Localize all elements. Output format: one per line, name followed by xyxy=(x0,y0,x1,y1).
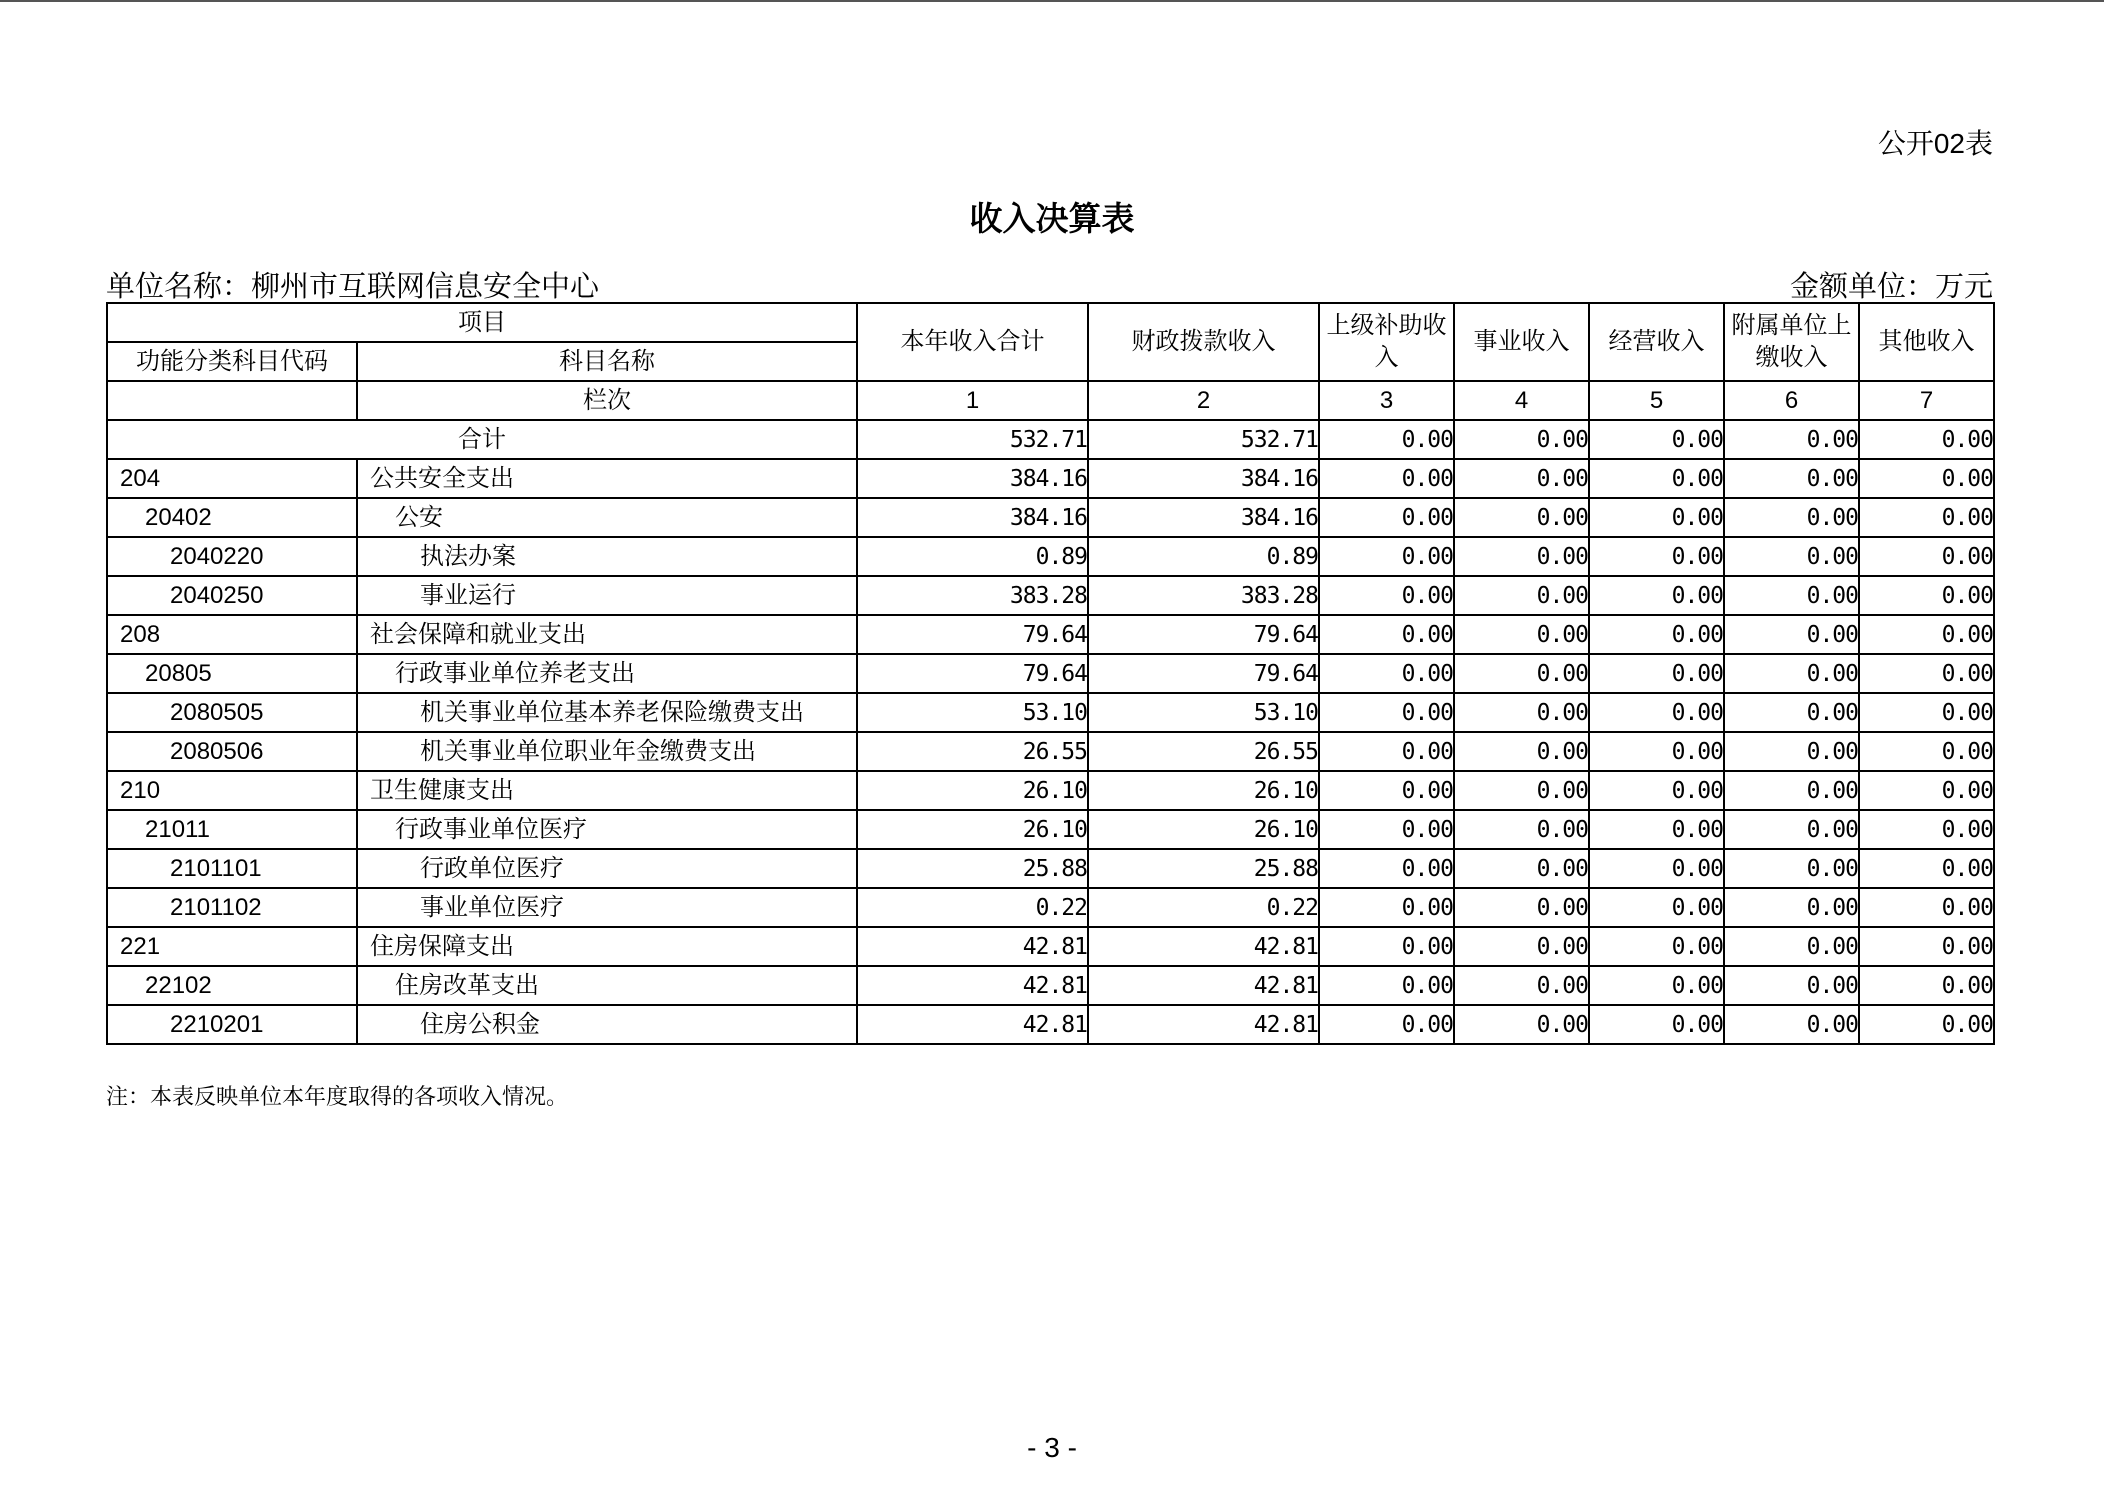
row-code: 208 xyxy=(107,615,357,654)
row-value: 42.81 xyxy=(857,966,1088,1005)
row-value: 0.00 xyxy=(1859,576,1994,615)
row-value: 0.00 xyxy=(1859,888,1994,927)
row-value: 0.00 xyxy=(1589,576,1724,615)
row-value: 384.16 xyxy=(857,459,1088,498)
row-value: 0.00 xyxy=(1724,576,1859,615)
row-value: 0.89 xyxy=(857,537,1088,576)
row-value: 42.81 xyxy=(857,927,1088,966)
row-value: 383.28 xyxy=(1088,576,1319,615)
row-value: 384.16 xyxy=(857,498,1088,537)
row-value: 53.10 xyxy=(857,693,1088,732)
column-number: 4 xyxy=(1454,381,1589,420)
row-value: 0.00 xyxy=(1319,1005,1454,1044)
row-value: 0.00 xyxy=(1454,537,1589,576)
column-number: 5 xyxy=(1589,381,1724,420)
table-row xyxy=(107,498,1994,537)
row-value: 25.88 xyxy=(857,849,1088,888)
row-value: 0.00 xyxy=(1589,537,1724,576)
row-value: 0.00 xyxy=(1859,771,1994,810)
row-value: 0.00 xyxy=(1319,888,1454,927)
table-row xyxy=(107,576,1994,615)
row-value: 0.22 xyxy=(857,888,1088,927)
header-item: 项目 xyxy=(107,303,857,342)
row-value: 0.00 xyxy=(1589,732,1724,771)
row-value: 0.00 xyxy=(1724,1005,1859,1044)
row-value: 0.00 xyxy=(1589,615,1724,654)
row-value: 0.00 xyxy=(1859,693,1994,732)
row-value: 0.00 xyxy=(1589,654,1724,693)
footnote: 注：本表反映单位本年度取得的各项收入情况。 xyxy=(106,1084,569,1109)
table-row xyxy=(107,849,1994,888)
row-value: 0.00 xyxy=(1319,615,1454,654)
money-unit: 金额单位：万元 xyxy=(1789,271,1993,303)
column-number: 3 xyxy=(1319,381,1454,420)
row-value: 0.00 xyxy=(1724,459,1859,498)
row-value: 0.00 xyxy=(1724,732,1859,771)
row-value: 0.00 xyxy=(1859,615,1994,654)
row-code: 2040220 xyxy=(107,537,357,576)
row-name: 住房公积金 xyxy=(357,1005,857,1044)
row-name: 社会保障和就业支出 xyxy=(357,615,857,654)
table-row xyxy=(107,537,1994,576)
column-number: 2 xyxy=(1088,381,1319,420)
table-row xyxy=(107,810,1994,849)
table-row xyxy=(107,927,1994,966)
row-value: 0.00 xyxy=(1589,693,1724,732)
row-value: 0.00 xyxy=(1724,810,1859,849)
row-name: 公安 xyxy=(357,498,857,537)
row-value: 0.00 xyxy=(1454,849,1589,888)
page-top-border xyxy=(0,0,2104,2)
table-row xyxy=(107,771,1994,810)
row-value: 0.00 xyxy=(1859,810,1994,849)
column-order-row xyxy=(107,381,1994,420)
row-value: 0.00 xyxy=(1724,927,1859,966)
row-code: 20402 xyxy=(107,498,357,537)
row-name: 执法办案 xyxy=(357,537,857,576)
header-affiliated: 附属单位上缴收入 xyxy=(1724,303,1859,381)
total-value: 0.00 xyxy=(1319,420,1454,459)
row-name: 公共安全支出 xyxy=(357,459,857,498)
row-value: 0.00 xyxy=(1724,888,1859,927)
row-value: 384.16 xyxy=(1088,459,1319,498)
row-value: 0.00 xyxy=(1589,459,1724,498)
row-value: 0.00 xyxy=(1724,849,1859,888)
row-value: 0.00 xyxy=(1859,498,1994,537)
total-value: 0.00 xyxy=(1724,420,1859,459)
row-value: 0.00 xyxy=(1724,498,1859,537)
unit-name: 单位名称：柳州市互联网信息安全中心 xyxy=(106,271,600,303)
row-name: 卫生健康支出 xyxy=(357,771,857,810)
row-value: 383.28 xyxy=(857,576,1088,615)
row-value: 384.16 xyxy=(1088,498,1319,537)
row-value: 0.00 xyxy=(1724,615,1859,654)
table-row xyxy=(107,1005,1994,1044)
row-value: 0.00 xyxy=(1454,498,1589,537)
row-value: 26.10 xyxy=(1088,771,1319,810)
row-value: 0.00 xyxy=(1859,1005,1994,1044)
row-name: 住房改革支出 xyxy=(357,966,857,1005)
column-number: 7 xyxy=(1859,381,1994,420)
header-code: 功能分类科目代码 xyxy=(107,342,357,381)
row-value: 0.00 xyxy=(1319,771,1454,810)
row-value: 0.00 xyxy=(1319,576,1454,615)
row-value: 0.00 xyxy=(1724,537,1859,576)
row-value: 0.00 xyxy=(1319,927,1454,966)
row-value: 0.00 xyxy=(1454,615,1589,654)
row-value: 0.00 xyxy=(1724,693,1859,732)
column-number: 1 xyxy=(857,381,1088,420)
row-value: 0.00 xyxy=(1454,966,1589,1005)
row-code: 21011 xyxy=(107,810,357,849)
row-value: 0.00 xyxy=(1454,1005,1589,1044)
row-value: 42.81 xyxy=(1088,1005,1319,1044)
header-total-income: 本年收入合计 xyxy=(857,303,1088,381)
table-row xyxy=(107,615,1994,654)
row-code: 2080506 xyxy=(107,732,357,771)
total-row xyxy=(107,420,1994,459)
row-value: 25.88 xyxy=(1088,849,1319,888)
row-value: 53.10 xyxy=(1088,693,1319,732)
row-value: 0.00 xyxy=(1859,654,1994,693)
row-value: 26.10 xyxy=(1088,810,1319,849)
header-superior-subsidy: 上级补助收入 xyxy=(1319,303,1454,381)
row-value: 0.00 xyxy=(1454,576,1589,615)
total-value: 0.00 xyxy=(1454,420,1589,459)
row-value: 0.00 xyxy=(1589,966,1724,1005)
row-name: 事业单位医疗 xyxy=(357,888,857,927)
row-value: 0.00 xyxy=(1454,654,1589,693)
row-code: 2040250 xyxy=(107,576,357,615)
row-value: 0.00 xyxy=(1724,654,1859,693)
row-code: 221 xyxy=(107,927,357,966)
column-number: 6 xyxy=(1724,381,1859,420)
column-order-label: 栏次 xyxy=(357,381,857,420)
row-value: 0.89 xyxy=(1088,537,1319,576)
header-operating: 经营收入 xyxy=(1589,303,1724,381)
row-value: 26.10 xyxy=(857,810,1088,849)
column-order-blank xyxy=(107,381,357,420)
row-code: 210 xyxy=(107,771,357,810)
row-value: 0.00 xyxy=(1589,1005,1724,1044)
row-value: 0.00 xyxy=(1589,927,1724,966)
row-code: 2210201 xyxy=(107,1005,357,1044)
row-value: 0.00 xyxy=(1724,771,1859,810)
row-value: 79.64 xyxy=(1088,654,1319,693)
row-value: 0.00 xyxy=(1589,810,1724,849)
row-value: 0.00 xyxy=(1319,537,1454,576)
row-name: 行政事业单位养老支出 xyxy=(357,654,857,693)
row-value: 0.00 xyxy=(1319,654,1454,693)
row-value: 0.00 xyxy=(1319,966,1454,1005)
row-code: 2101102 xyxy=(107,888,357,927)
row-value: 42.81 xyxy=(1088,966,1319,1005)
row-value: 0.00 xyxy=(1724,966,1859,1005)
row-value: 0.00 xyxy=(1589,771,1724,810)
income-table xyxy=(106,302,1995,1045)
header-other: 其他收入 xyxy=(1859,303,1994,381)
total-value: 0.00 xyxy=(1589,420,1724,459)
row-value: 0.00 xyxy=(1319,849,1454,888)
row-code: 22102 xyxy=(107,966,357,1005)
row-value: 26.55 xyxy=(857,732,1088,771)
row-value: 0.00 xyxy=(1319,459,1454,498)
row-value: 0.00 xyxy=(1859,732,1994,771)
row-code: 20805 xyxy=(107,654,357,693)
row-value: 0.00 xyxy=(1319,693,1454,732)
row-value: 0.00 xyxy=(1859,927,1994,966)
row-value: 26.55 xyxy=(1088,732,1319,771)
row-name: 行政单位医疗 xyxy=(357,849,857,888)
row-value: 0.00 xyxy=(1454,888,1589,927)
table-row xyxy=(107,654,1994,693)
row-code: 2101101 xyxy=(107,849,357,888)
row-value: 0.00 xyxy=(1589,849,1724,888)
row-value: 0.00 xyxy=(1454,693,1589,732)
row-value: 0.22 xyxy=(1088,888,1319,927)
page-number: - 3 - xyxy=(1027,1432,1077,1463)
row-name: 机关事业单位基本养老保险缴费支出 xyxy=(357,693,857,732)
row-value: 0.00 xyxy=(1859,849,1994,888)
row-value: 0.00 xyxy=(1454,771,1589,810)
row-value: 79.64 xyxy=(857,615,1088,654)
row-value: 79.64 xyxy=(857,654,1088,693)
row-name: 住房保障支出 xyxy=(357,927,857,966)
row-value: 79.64 xyxy=(1088,615,1319,654)
header-row-1 xyxy=(107,303,1994,342)
row-value: 0.00 xyxy=(1454,732,1589,771)
row-code: 204 xyxy=(107,459,357,498)
row-value: 0.00 xyxy=(1319,810,1454,849)
row-value: 42.81 xyxy=(857,1005,1088,1044)
table-row xyxy=(107,966,1994,1005)
table-row xyxy=(107,888,1994,927)
header-name: 科目名称 xyxy=(357,342,857,381)
table-row xyxy=(107,693,1994,732)
row-value: 0.00 xyxy=(1589,888,1724,927)
page-title: 收入决算表 xyxy=(969,200,1135,237)
row-code: 2080505 xyxy=(107,693,357,732)
header-business: 事业收入 xyxy=(1454,303,1589,381)
row-value: 0.00 xyxy=(1859,537,1994,576)
row-name: 机关事业单位职业年金缴费支出 xyxy=(357,732,857,771)
form-number: 公开02表 xyxy=(1877,128,1993,159)
row-value: 0.00 xyxy=(1319,498,1454,537)
total-value: 532.71 xyxy=(1088,420,1319,459)
row-value: 0.00 xyxy=(1319,732,1454,771)
row-name: 事业运行 xyxy=(357,576,857,615)
row-name: 行政事业单位医疗 xyxy=(357,810,857,849)
row-value: 0.00 xyxy=(1859,966,1994,1005)
table-row xyxy=(107,732,1994,771)
row-value: 0.00 xyxy=(1454,810,1589,849)
row-value: 26.10 xyxy=(857,771,1088,810)
row-value: 42.81 xyxy=(1088,927,1319,966)
table-row xyxy=(107,459,1994,498)
row-value: 0.00 xyxy=(1589,498,1724,537)
row-value: 0.00 xyxy=(1454,459,1589,498)
total-value: 532.71 xyxy=(857,420,1088,459)
header-fiscal: 财政拨款收入 xyxy=(1088,303,1319,381)
total-value: 0.00 xyxy=(1859,420,1994,459)
row-value: 0.00 xyxy=(1859,459,1994,498)
row-value: 0.00 xyxy=(1454,927,1589,966)
total-label: 合计 xyxy=(107,420,857,459)
